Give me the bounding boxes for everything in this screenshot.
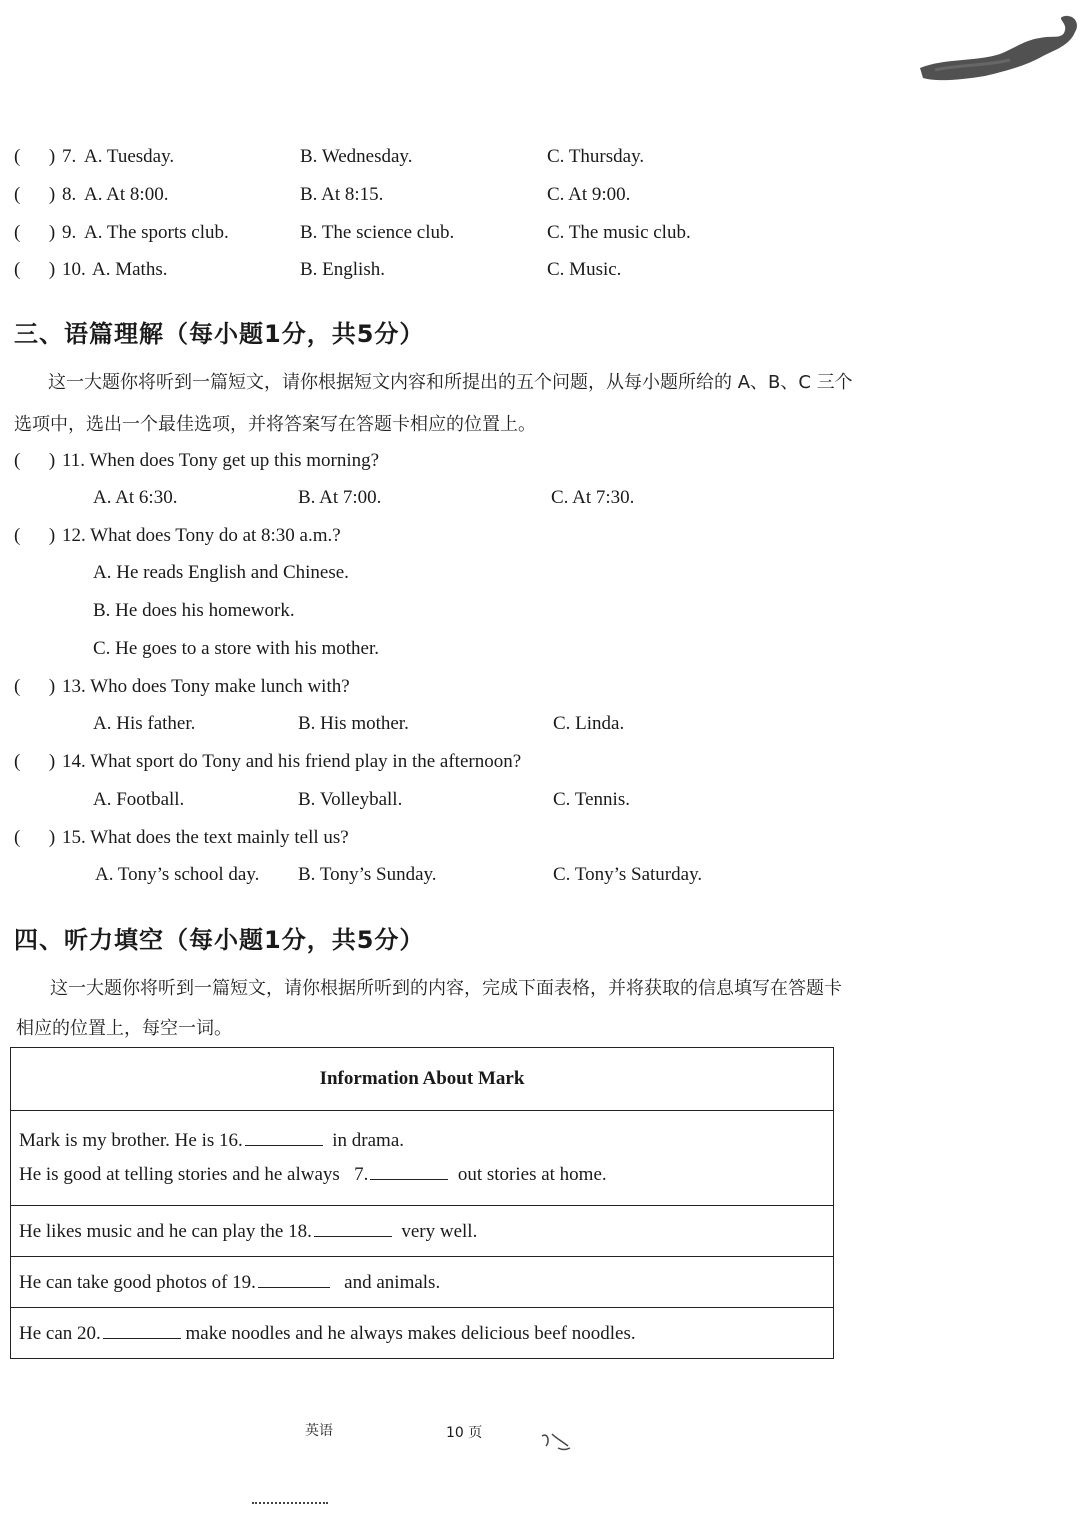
question-number: 7. xyxy=(62,146,77,167)
question-number: 10. xyxy=(62,259,86,280)
answer-bracket[interactable]: ( ) xyxy=(14,184,56,205)
scribble-mark xyxy=(538,1428,574,1454)
option-b: B. English. xyxy=(300,259,385,280)
table-caption: Information About Mark xyxy=(11,1048,834,1111)
line-text: He likes music and he can play the 18. xyxy=(19,1220,312,1242)
option-a: A. Tony’s school day. xyxy=(95,864,260,885)
option-a: A. The sports club. xyxy=(84,222,229,243)
table-row xyxy=(11,1206,834,1257)
footer-subject: 英语 xyxy=(305,1423,333,1439)
option-b: B. Tony’s Sunday. xyxy=(298,864,437,885)
option-a: A. Football. xyxy=(93,789,185,810)
question-stem: 13. Who does Tony make lunch with? xyxy=(62,676,350,697)
blank-20[interactable] xyxy=(103,1322,181,1339)
option-c: C. He goes to a store with his mother. xyxy=(93,638,380,659)
ink-brush-decoration xyxy=(915,10,1080,90)
line-text: out stories at home. xyxy=(457,1164,607,1185)
option-c: C. At 9:00. xyxy=(547,184,631,205)
option-b: B. His mother. xyxy=(298,713,409,734)
blank-16[interactable] xyxy=(245,1129,323,1146)
option-a: A. Tuesday. xyxy=(84,146,175,167)
option-c: C. Tennis. xyxy=(553,789,630,810)
line-text: very well. xyxy=(401,1220,478,1242)
answer-bracket[interactable]: ( ) xyxy=(14,146,56,167)
option-a: A. At 8:00. xyxy=(84,184,169,205)
option-a: A. He reads English and Chinese. xyxy=(93,562,349,583)
line-text: He can take good photos of 19. xyxy=(19,1271,256,1293)
blank-17[interactable] xyxy=(370,1163,448,1180)
answer-bracket[interactable]: ( ) xyxy=(14,676,56,697)
blank-19[interactable] xyxy=(258,1271,330,1288)
table-row xyxy=(11,1308,834,1359)
option-c: C. Thursday. xyxy=(547,146,645,167)
section3-instruction-line1: 这一大题你将听到一篇短文，请你根据短文内容和所提出的五个问题，从每小题所给的 A、B、C 三个 xyxy=(48,372,853,393)
option-c: C. The music club. xyxy=(547,222,691,243)
answer-bracket[interactable]: ( ) xyxy=(14,827,56,848)
option-b: B. He does his homework. xyxy=(93,600,295,621)
option-b: B. At 8:15. xyxy=(300,184,384,205)
footer-page: 10 页 xyxy=(446,1425,483,1441)
answer-bracket[interactable]: ( ) xyxy=(14,222,56,243)
option-b: B. At 7:00. xyxy=(298,487,382,508)
line-text: He can 20. xyxy=(19,1322,101,1344)
option-a: A. At 6:30. xyxy=(93,487,178,508)
option-c: C. Tony’s Saturday. xyxy=(553,864,703,885)
answer-bracket[interactable]: ( ) xyxy=(14,525,56,546)
section4-instruction-line1: 这一大题你将听到一篇短文，请你根据所听到的内容，完成下面表格，并将获取的信息填写在答题卡 xyxy=(50,978,842,999)
question-stem: 14. What sport do Tony and his friend play in the afternoon? xyxy=(62,751,522,772)
bottom-mark-line xyxy=(252,1502,328,1504)
row-line-17 xyxy=(19,1158,825,1192)
option-c: C. Linda. xyxy=(553,713,625,734)
section3-instruction-line2: 选项中，选出一个最佳选项，并将答案写在答题卡相应的位置上。 xyxy=(14,414,536,435)
option-c: C. At 7:30. xyxy=(551,487,635,508)
answer-bracket[interactable]: ( ) xyxy=(14,751,56,772)
section4-title: 四、听力填空（每小题1分，共5分） xyxy=(14,926,425,954)
line-text: and animals. xyxy=(344,1271,441,1293)
question-stem: 15. What does the text mainly tell us? xyxy=(62,827,349,848)
line-text: make noodles and he always makes delicious beef noodles. xyxy=(185,1322,636,1344)
line-text: He is good at telling stories and he always 7. xyxy=(19,1164,369,1185)
line-text: in drama. xyxy=(332,1130,405,1151)
row-line-16 xyxy=(19,1124,825,1158)
blank-18[interactable] xyxy=(314,1220,392,1237)
option-b: B. The science club. xyxy=(300,222,455,243)
section4-instruction-line2: 相应的位置上，每空一词。 xyxy=(16,1018,232,1039)
info-table xyxy=(10,1047,834,1359)
answer-bracket[interactable]: ( ) xyxy=(14,259,56,280)
question-number: 8. xyxy=(62,184,77,205)
option-b: B. Wednesday. xyxy=(300,146,413,167)
table-row xyxy=(11,1111,834,1206)
section3-title: 三、语篇理解（每小题1分，共5分） xyxy=(14,320,425,348)
option-a: A. Maths. xyxy=(92,259,168,280)
answer-bracket[interactable]: ( ) xyxy=(14,450,56,471)
question-number: 9. xyxy=(62,222,77,243)
option-c: C. Music. xyxy=(547,259,622,280)
question-stem: 12. What does Tony do at 8:30 a.m.? xyxy=(62,525,341,546)
option-a: A. His father. xyxy=(93,713,196,734)
line-text: Mark is my brother. He is 16. xyxy=(19,1130,243,1151)
option-b: B. Volleyball. xyxy=(298,789,403,810)
table-row xyxy=(11,1257,834,1308)
question-stem: 11. When does Tony get up this morning? xyxy=(62,450,380,471)
